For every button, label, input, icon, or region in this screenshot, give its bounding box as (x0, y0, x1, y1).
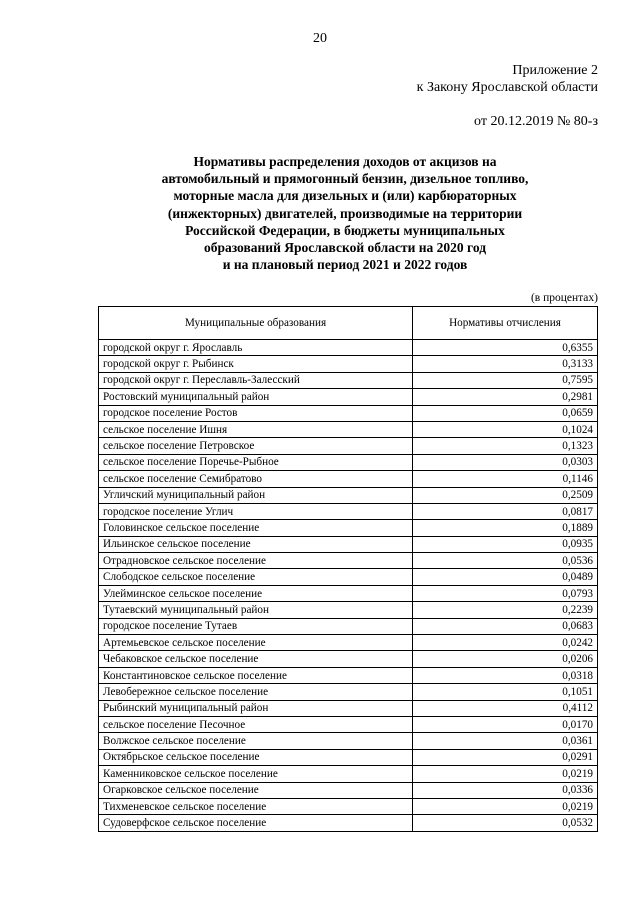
appendix-header (417, 62, 598, 130)
norms-table (98, 306, 598, 832)
table-row (99, 421, 598, 437)
norm-value-cell: 0,0206 (413, 651, 598, 667)
norm-value-cell: 0,0817 (413, 503, 598, 519)
table-row (99, 618, 598, 634)
table-row (99, 602, 598, 618)
norm-value-cell: 0,0793 (413, 585, 598, 601)
norm-value-cell: 0,0361 (413, 733, 598, 749)
table-row (99, 536, 598, 552)
norm-value-cell: 0,0242 (413, 635, 598, 651)
table-row (99, 716, 598, 732)
municipality-name-cell: Головинское сельское поселение (99, 520, 413, 536)
table-row (99, 815, 598, 831)
norm-value-cell: 0,2239 (413, 602, 598, 618)
appendix-date: от 20.12.2019 № 80-з (474, 114, 598, 129)
municipality-name-cell: Чебаковское сельское поселение (99, 651, 413, 667)
municipality-name-cell: Каменниковское сельское поселение (99, 766, 413, 782)
column-header-norm: Нормативы отчисления (413, 307, 598, 340)
norm-value-cell: 0,0219 (413, 766, 598, 782)
table-row (99, 766, 598, 782)
norm-value-cell: 0,0291 (413, 749, 598, 765)
norm-value-cell: 0,1024 (413, 421, 598, 437)
table-row (99, 782, 598, 798)
title-line: образований Ярославской области на 2020 год (203, 240, 487, 256)
table-row (99, 405, 598, 421)
municipality-name-cell: городской округ г. Рыбинск (99, 356, 413, 372)
title-line: Российской Федерации, в бюджеты муниципальных (185, 222, 505, 238)
table-row (99, 798, 598, 814)
norm-value-cell: 0,0219 (413, 798, 598, 814)
table-row (99, 503, 598, 519)
title-line: (инжекторных) двигателей, производимые на территории (167, 205, 523, 221)
title-line: моторные масла для дизельных и (или) карбюраторных (173, 188, 517, 204)
municipality-name-cell: Улейминское сельское поселение (99, 585, 413, 601)
municipality-name-cell: городской округ г. Ярославль (99, 340, 413, 356)
table-row (99, 438, 598, 454)
municipality-name-cell: Судоверфское сельское поселение (99, 815, 413, 831)
municipality-name-cell: Огарковское сельское поселение (99, 782, 413, 798)
table-row (99, 340, 598, 356)
norm-value-cell: 0,0935 (413, 536, 598, 552)
municipality-name-cell: Ростовский муниципальный район (99, 389, 413, 405)
column-header-municipality: Муниципальные образования (99, 307, 413, 340)
norm-value-cell: 0,0536 (413, 553, 598, 569)
norm-value-cell: 0,3133 (413, 356, 598, 372)
title-line: и на плановый период 2021 и 2022 годов (222, 257, 468, 273)
table-row (99, 700, 598, 716)
municipality-name-cell: городской округ г. Переславль-Залесский (99, 372, 413, 388)
norm-value-cell: 0,7595 (413, 372, 598, 388)
municipality-name-cell: Слободское сельское поселение (99, 569, 413, 585)
norm-value-cell: 0,0532 (413, 815, 598, 831)
table-row (99, 553, 598, 569)
table-row (99, 471, 598, 487)
norm-value-cell: 0,0683 (413, 618, 598, 634)
table-body (99, 340, 598, 832)
table-row (99, 585, 598, 601)
municipality-name-cell: сельское поселение Поречье-Рыбное (99, 454, 413, 470)
table-row (99, 667, 598, 683)
table-header-row (99, 307, 598, 340)
municipality-name-cell: Тихменевское сельское поселение (99, 798, 413, 814)
table-row (99, 733, 598, 749)
table-row (99, 372, 598, 388)
title-line: Нормативы распределения доходов от акцизов на (193, 154, 497, 169)
municipality-name-cell: сельское поселение Ишня (99, 421, 413, 437)
units-note: (в процентах) (530, 292, 598, 304)
norm-value-cell: 0,1889 (413, 520, 598, 536)
table-row (99, 569, 598, 585)
page-number: 20 (313, 31, 327, 46)
norm-value-cell: 0,0489 (413, 569, 598, 585)
municipality-name-cell: сельское поселение Песочное (99, 716, 413, 732)
municipality-name-cell: Ильинское сельское поселение (99, 536, 413, 552)
norm-value-cell: 0,2981 (413, 389, 598, 405)
municipality-name-cell: сельское поселение Семибратово (99, 471, 413, 487)
municipality-name-cell: Артемьевское сельское поселение (99, 635, 413, 651)
appendix-law-reference: к Закону Ярославской области (416, 80, 598, 95)
norm-value-cell: 0,1146 (413, 471, 598, 487)
table-row (99, 651, 598, 667)
municipality-name-cell: Тутаевский муниципальный район (99, 602, 413, 618)
norm-value-cell: 0,4112 (413, 700, 598, 716)
norm-value-cell: 0,0170 (413, 716, 598, 732)
municipality-name-cell: Левобережное сельское поселение (99, 684, 413, 700)
table-row (99, 454, 598, 470)
municipality-name-cell: Рыбинский муниципальный район (99, 700, 413, 716)
table-row (99, 356, 598, 372)
municipality-name-cell: сельское поселение Петровское (99, 438, 413, 454)
municipality-name-cell: Отрадновское сельское поселение (99, 553, 413, 569)
norm-value-cell: 0,2509 (413, 487, 598, 503)
municipality-name-cell: городское поселение Ростов (99, 405, 413, 421)
table-row (99, 684, 598, 700)
title-line: автомобильный и прямогонный бензин, дизельное топливо, (161, 171, 529, 187)
appendix-title: Приложение 2 (512, 63, 598, 78)
table-row (99, 635, 598, 651)
norm-value-cell: 0,0303 (413, 454, 598, 470)
table-row (99, 520, 598, 536)
norm-value-cell: 0,0336 (413, 782, 598, 798)
document-title (95, 153, 595, 273)
table-row (99, 749, 598, 765)
norm-value-cell: 0,6355 (413, 340, 598, 356)
norm-value-cell: 0,0659 (413, 405, 598, 421)
municipality-name-cell: Угличский муниципальный район (99, 487, 413, 503)
table-row (99, 389, 598, 405)
municipality-name-cell: городское поселение Углич (99, 503, 413, 519)
municipality-name-cell: городское поселение Тутаев (99, 618, 413, 634)
municipality-name-cell: Константиновское сельское поселение (99, 667, 413, 683)
norm-value-cell: 0,1323 (413, 438, 598, 454)
norm-value-cell: 0,1051 (413, 684, 598, 700)
table-row (99, 487, 598, 503)
municipality-name-cell: Октябрьское сельское поселение (99, 749, 413, 765)
norm-value-cell: 0,0318 (413, 667, 598, 683)
municipality-name-cell: Волжское сельское поселение (99, 733, 413, 749)
